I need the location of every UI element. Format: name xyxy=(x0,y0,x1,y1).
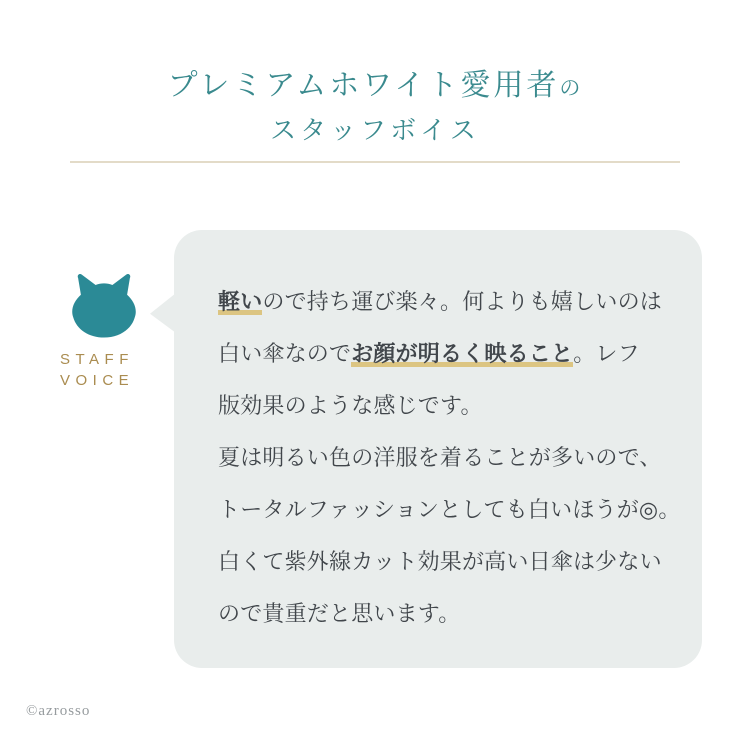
text-segment: 白い傘なので xyxy=(218,341,352,366)
highlighted-text: お顔が明るく映ること xyxy=(351,341,574,366)
title-line1-particle: の xyxy=(559,76,583,100)
staff-voice-label xyxy=(60,349,134,391)
divider-line xyxy=(70,161,680,163)
text-segment: 白くて紫外線カット効果が高い日傘は少ない xyxy=(218,549,662,574)
speech-bubble-text xyxy=(174,230,702,640)
bubble-text-line xyxy=(218,380,666,432)
title-line-1 xyxy=(0,64,750,110)
staff-voice-label-line2: VOICE xyxy=(60,372,135,389)
bubble-text-line xyxy=(218,536,666,588)
title-line-2: スタッフボイス xyxy=(270,116,480,145)
text-segment: ので持ち運び楽々。何よりも嬉しいのは xyxy=(262,289,663,314)
speech-bubble xyxy=(174,230,702,668)
bubble-text-line xyxy=(218,588,666,640)
bubble-text-line xyxy=(218,276,666,328)
bubble-text-line xyxy=(218,484,681,536)
text-segment: 。レフ xyxy=(573,341,640,366)
highlighted-text: 軽い xyxy=(218,289,263,314)
bubble-text-line xyxy=(218,328,666,380)
bubble-text-line xyxy=(218,432,666,484)
title-line1-main: プレミアムホワイト愛用者 xyxy=(167,69,560,102)
text-segment: トータルファッションとしても白いほうが◎。 xyxy=(218,497,681,522)
text-segment: ので貴重だと思います。 xyxy=(218,601,461,626)
cat-icon xyxy=(69,273,139,339)
staff-voice-label-line1: STAFF xyxy=(60,351,134,368)
copyright-watermark: ©azrosso xyxy=(26,703,91,719)
text-segment: 夏は明るい色の洋服を着ることが多いので、 xyxy=(218,445,662,470)
text-segment: 版効果のような感じです。 xyxy=(218,393,483,418)
page-title xyxy=(0,64,750,152)
speech-bubble-tail xyxy=(150,293,176,333)
